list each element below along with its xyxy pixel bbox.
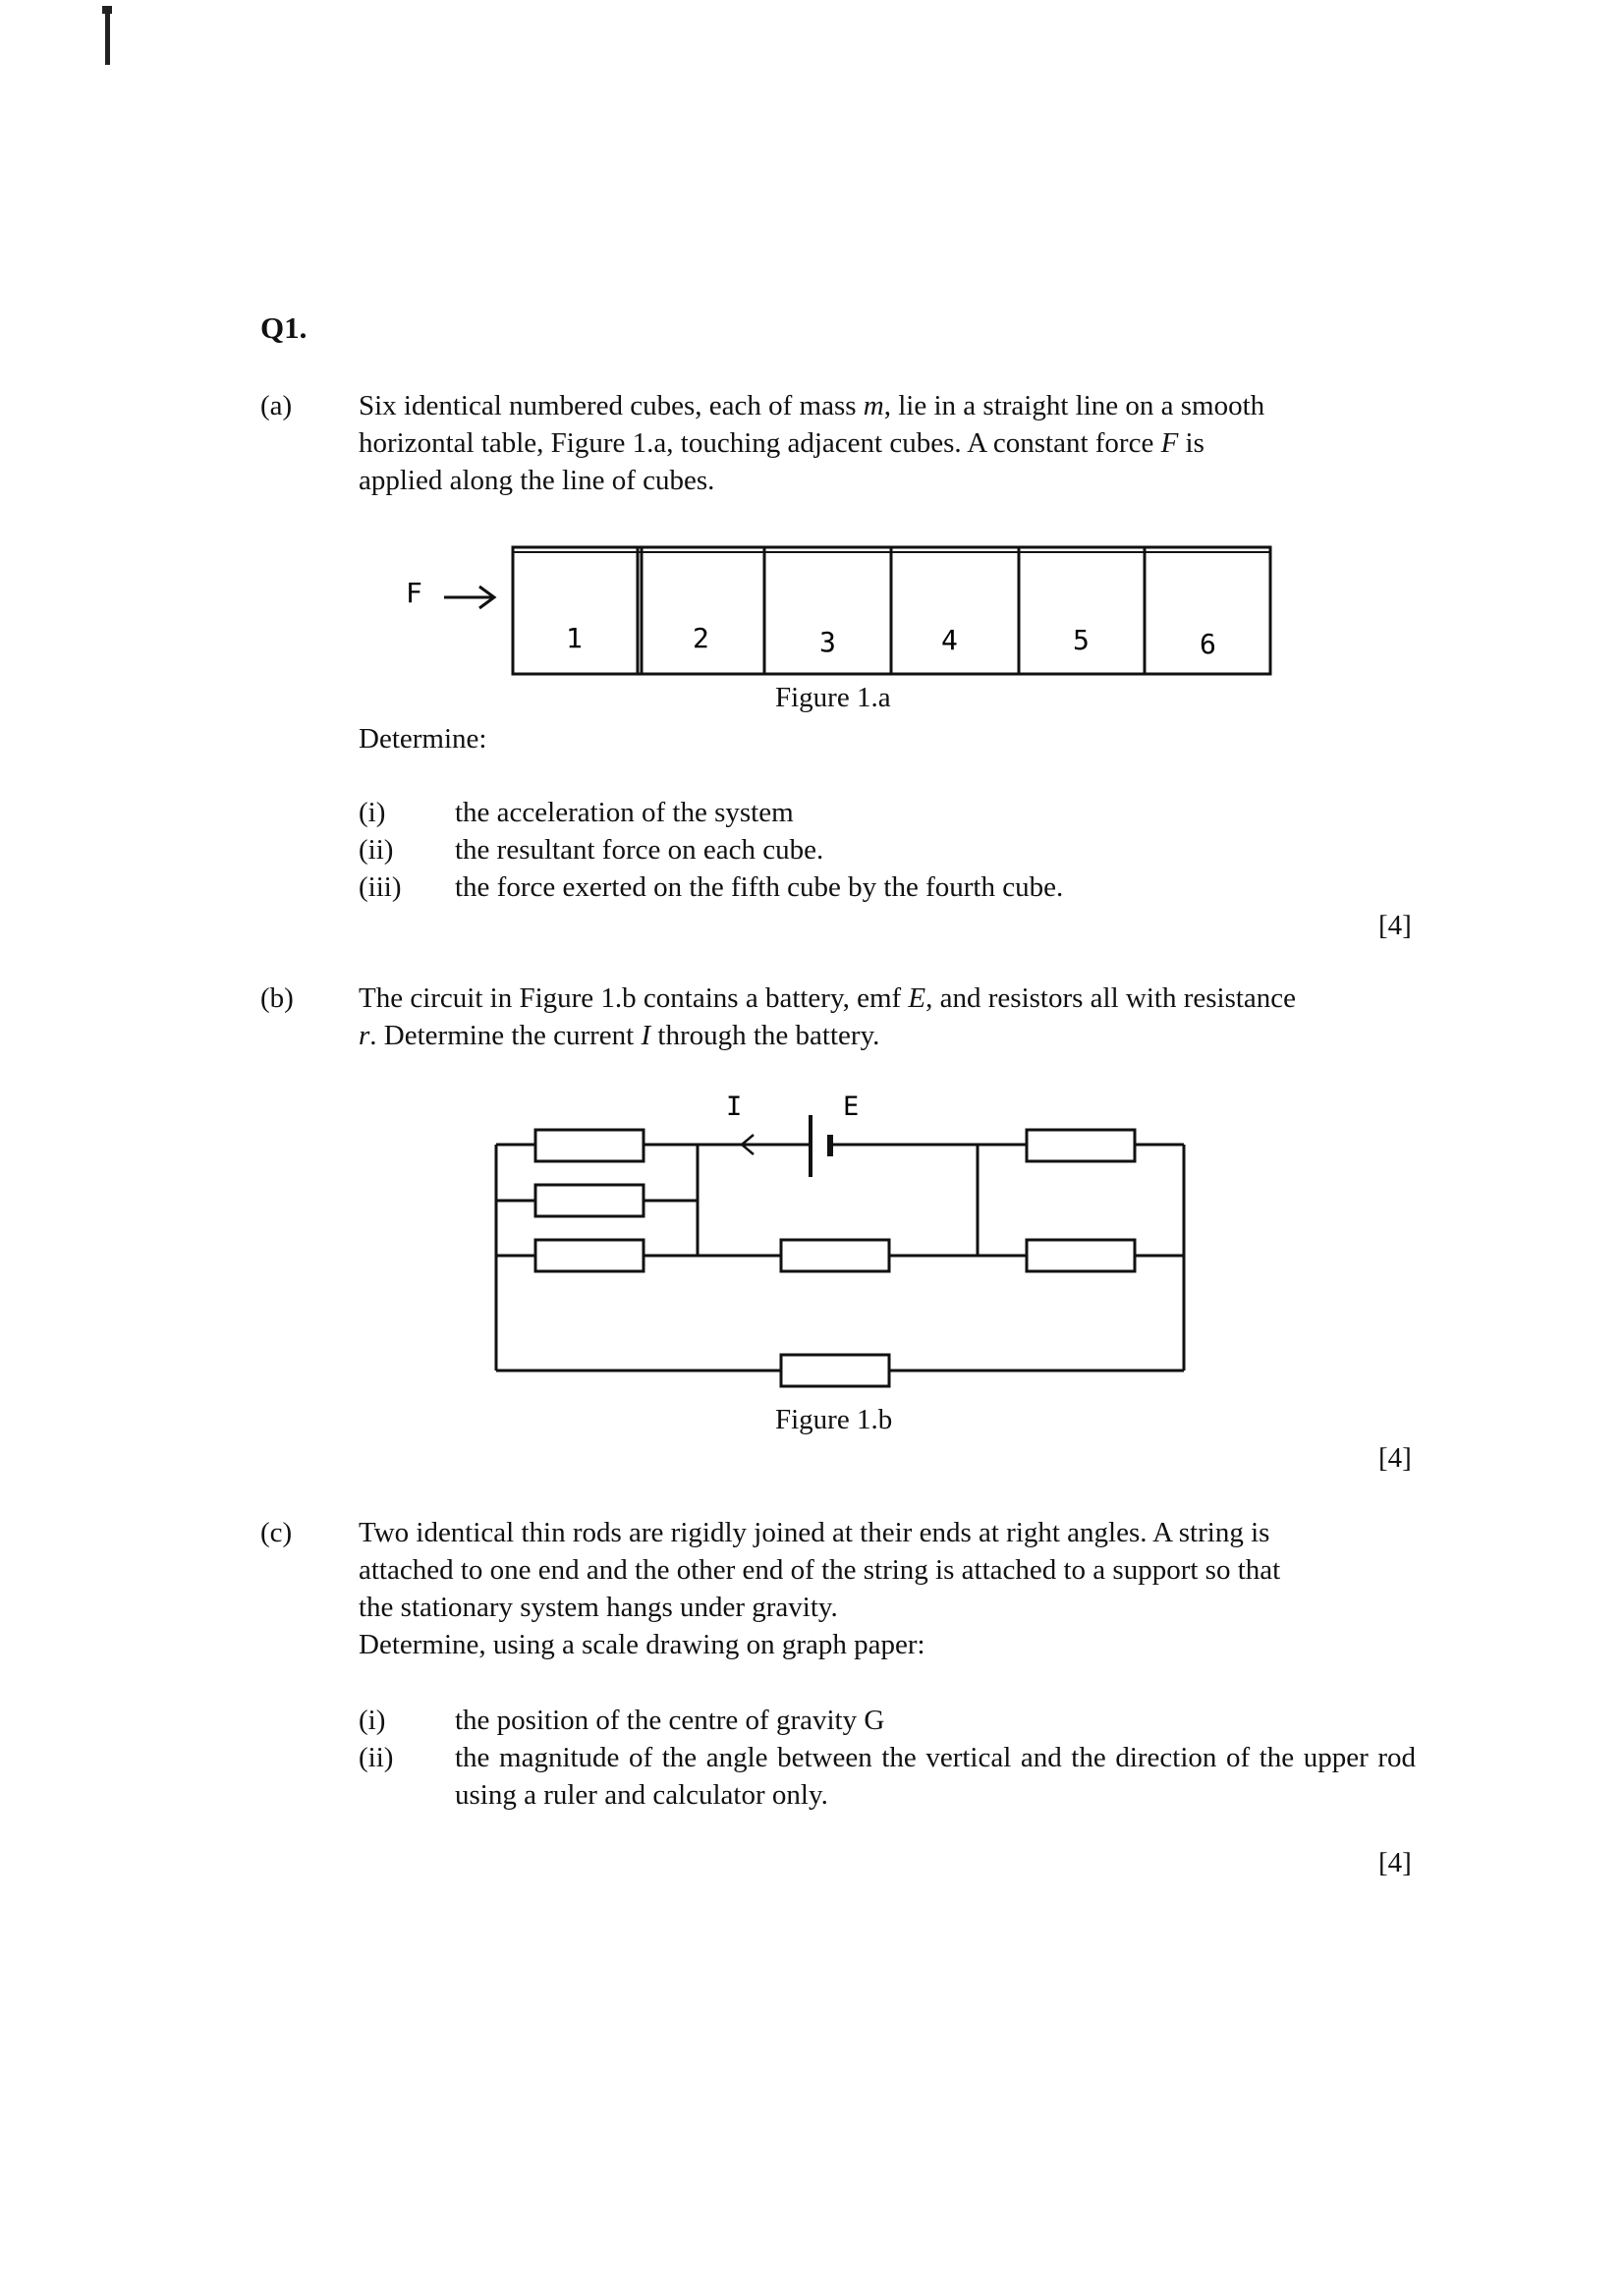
part-b-label: (b) xyxy=(260,982,294,1014)
part-b-intro xyxy=(359,980,1416,1054)
figure-1b-caption: Figure 1.b xyxy=(775,1404,893,1435)
force-arrow-icon xyxy=(444,587,494,608)
part-c-label: (c) xyxy=(260,1517,293,1548)
intro-line-text: applied along the line of cubes. xyxy=(359,465,715,496)
resistor xyxy=(781,1240,889,1271)
part-a-intro xyxy=(359,387,1416,499)
cube-dividers xyxy=(638,547,1145,674)
cube-number: 4 xyxy=(941,624,958,656)
resistor xyxy=(535,1240,644,1271)
item-number: (i) xyxy=(359,1705,386,1736)
figure-1b xyxy=(486,1086,1204,1400)
resistor xyxy=(1027,1240,1135,1271)
resistor xyxy=(535,1185,644,1216)
list-item xyxy=(359,1739,1416,1814)
intro-line xyxy=(359,462,1416,499)
marks-c: [4] xyxy=(1378,1847,1412,1878)
force-label: F xyxy=(406,577,422,609)
cube-number: 2 xyxy=(693,622,709,654)
resistor xyxy=(535,1130,644,1161)
part-a-label: (a) xyxy=(260,390,293,421)
question-number: Q1. xyxy=(260,310,308,345)
intro-line-text: Six identical numbered cubes, each of mass m, lie in a straight line on a smooth xyxy=(359,390,1265,421)
cube-number: 1 xyxy=(566,622,583,654)
intro-line-text: r. Determine the current I through the battery. xyxy=(359,1020,880,1051)
cube-number: 6 xyxy=(1200,628,1216,660)
scan-mark xyxy=(102,6,112,14)
item-text: the position of the centre of gravity G xyxy=(455,1705,885,1736)
current-label: I xyxy=(726,1092,743,1122)
battery-icon xyxy=(811,1115,830,1177)
item-number: (ii) xyxy=(359,834,394,866)
resistor xyxy=(1027,1130,1135,1161)
determine-label: Determine: xyxy=(359,723,487,755)
intro-line xyxy=(359,1589,1416,1626)
marks-a: [4] xyxy=(1378,910,1412,941)
intro-line xyxy=(359,1017,1416,1054)
cube-number: 5 xyxy=(1073,624,1090,656)
list-item xyxy=(359,831,1416,868)
intro-line xyxy=(359,1514,1416,1551)
intro-line-text: horizontal table, Figure 1.a, touching adjacent cubes. A constant force F is xyxy=(359,427,1204,459)
marks-b: [4] xyxy=(1378,1442,1412,1474)
list-item xyxy=(359,794,1416,831)
item-text: the resultant force on each cube. xyxy=(455,834,824,866)
part-c-intro xyxy=(359,1514,1416,1663)
list-item xyxy=(359,1702,1416,1739)
intro-line xyxy=(359,1551,1416,1589)
figure-1a-caption: Figure 1.a xyxy=(775,682,891,713)
item-number: (i) xyxy=(359,797,386,828)
list-item xyxy=(359,868,1416,906)
item-text: the magnitude of the angle between the vertical and the direction of the upper rod using a ruler and calculator only. xyxy=(455,1742,1416,1811)
resistor xyxy=(781,1355,889,1386)
item-number: (ii) xyxy=(359,1742,394,1773)
intro-line xyxy=(359,980,1416,1017)
intro-line-text: Two identical thin rods are rigidly joined at their ends at right angles. A string is xyxy=(359,1517,1270,1548)
intro-line xyxy=(359,424,1416,462)
figure-1a xyxy=(393,535,1277,683)
item-text: the acceleration of the system xyxy=(455,797,794,828)
intro-line-text: The circuit in Figure 1.b contains a battery, emf E, and resistors all with resistance xyxy=(359,982,1297,1014)
item-number: (iii) xyxy=(359,871,402,903)
scan-mark xyxy=(105,6,110,65)
intro-line-text: attached to one end and the other end of the string is attached to a support so that xyxy=(359,1554,1281,1586)
intro-line-text: the stationary system hangs under gravity. xyxy=(359,1592,838,1623)
intro-line-text: Determine, using a scale drawing on graph paper: xyxy=(359,1629,925,1660)
part-a-items xyxy=(359,794,1416,906)
intro-line xyxy=(359,1626,1416,1663)
item-text: the force exerted on the fifth cube by the fourth cube. xyxy=(455,871,1064,903)
intro-line xyxy=(359,387,1416,424)
part-c-items xyxy=(359,1702,1416,1814)
cube-number: 3 xyxy=(819,626,836,658)
emf-label: E xyxy=(843,1092,860,1122)
